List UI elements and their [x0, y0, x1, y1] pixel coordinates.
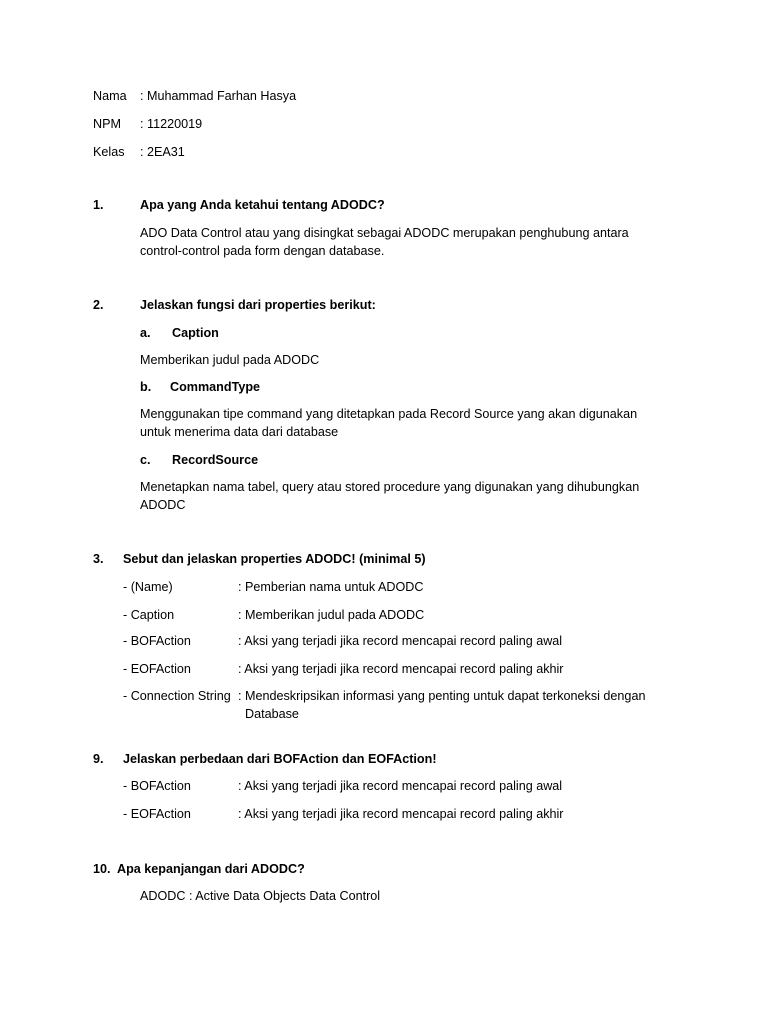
q3-row-bofaction-desc: : Aksi yang terjadi jika record mencapai record paling awal [238, 634, 563, 648]
q2-item-c-desc-line1: Menetapkan nama tabel, query atau stored procedure yang digunakan yang dihubungkan [140, 480, 640, 494]
q2-item-a-desc: Memberikan judul pada ADODC [140, 353, 320, 367]
q3-row-eofaction-desc: : Aksi yang terjadi jika record mencapai record paling akhir [238, 662, 564, 676]
q9-row-bofaction-desc: : Aksi yang terjadi jika record mencapai record paling awal [238, 779, 563, 793]
q1-answer-line2: control-control pada form dengan database. [140, 244, 385, 258]
q2-number: 2. [93, 298, 104, 312]
q3-number: 3. [93, 552, 104, 566]
q3-row-name-desc: : Pemberian nama untuk ADODC [238, 580, 424, 594]
q2-item-c-marker: c. [140, 453, 151, 467]
q1-number: 1. [93, 198, 104, 212]
q9-row-eofaction-desc: : Aksi yang terjadi jika record mencapai record paling akhir [238, 807, 564, 821]
q1-question: Apa yang Anda ketahui tentang ADODC? [140, 198, 385, 212]
q9-number: 9. [93, 752, 104, 766]
npm-label: NPM [93, 117, 121, 131]
q3-row-caption-term: - Caption [123, 608, 175, 622]
q2-item-b-term: CommandType [170, 380, 261, 394]
q10-number: 10. [93, 862, 111, 876]
q1-answer-line1: ADO Data Control atau yang disingkat sebagai ADODC merupakan penghubung antara [140, 226, 629, 240]
q2-item-b-desc-line2: untuk menerima data dari database [140, 425, 339, 439]
q3-row-caption-desc: : Memberikan judul pada ADODC [238, 608, 425, 622]
nama-label: Nama [93, 89, 127, 103]
q2-item-a-marker: a. [140, 326, 151, 340]
q3-row-connection-term: - Connection String [123, 689, 231, 703]
q10-question: Apa kepanjangan dari ADODC? [117, 862, 305, 876]
kelas-label: Kelas [93, 145, 125, 159]
q3-row-connection-desc: : Mendeskripsikan informasi yang penting untuk dapat terkoneksi dengan [238, 689, 646, 703]
q9-row-eofaction-term: - EOFAction [123, 807, 191, 821]
kelas-value: : 2EA31 [140, 145, 185, 159]
q10-answer: ADODC : Active Data Objects Data Control [140, 889, 381, 903]
q9-question: Jelaskan perbedaan dari BOFAction dan EOFAction! [123, 752, 437, 766]
q9-row-bofaction-term: - BOFAction [123, 779, 191, 793]
q2-question: Jelaskan fungsi dari properties berikut: [140, 298, 376, 312]
q2-item-b-marker: b. [140, 380, 152, 394]
q2-item-b-desc-line1: Menggunakan tipe command yang ditetapkan pada Record Source yang akan digunakan [140, 407, 638, 421]
q3-row-bofaction-term: - BOFAction [123, 634, 191, 648]
q2-item-a-term: Caption [172, 326, 219, 340]
q3-row-name-term: - (Name) [123, 580, 173, 594]
q2-item-c-term: RecordSource [172, 453, 259, 467]
npm-value: : 11220019 [140, 117, 203, 131]
nama-value: : Muhammad Farhan Hasya [140, 89, 297, 103]
q3-row-connection-desc-line2: Database [245, 707, 299, 721]
q2-item-c-desc-line2: ADODC [140, 498, 186, 512]
q3-question: Sebut dan jelaskan properties ADODC! (minimal 5) [123, 552, 426, 566]
q3-row-eofaction-term: - EOFAction [123, 662, 191, 676]
